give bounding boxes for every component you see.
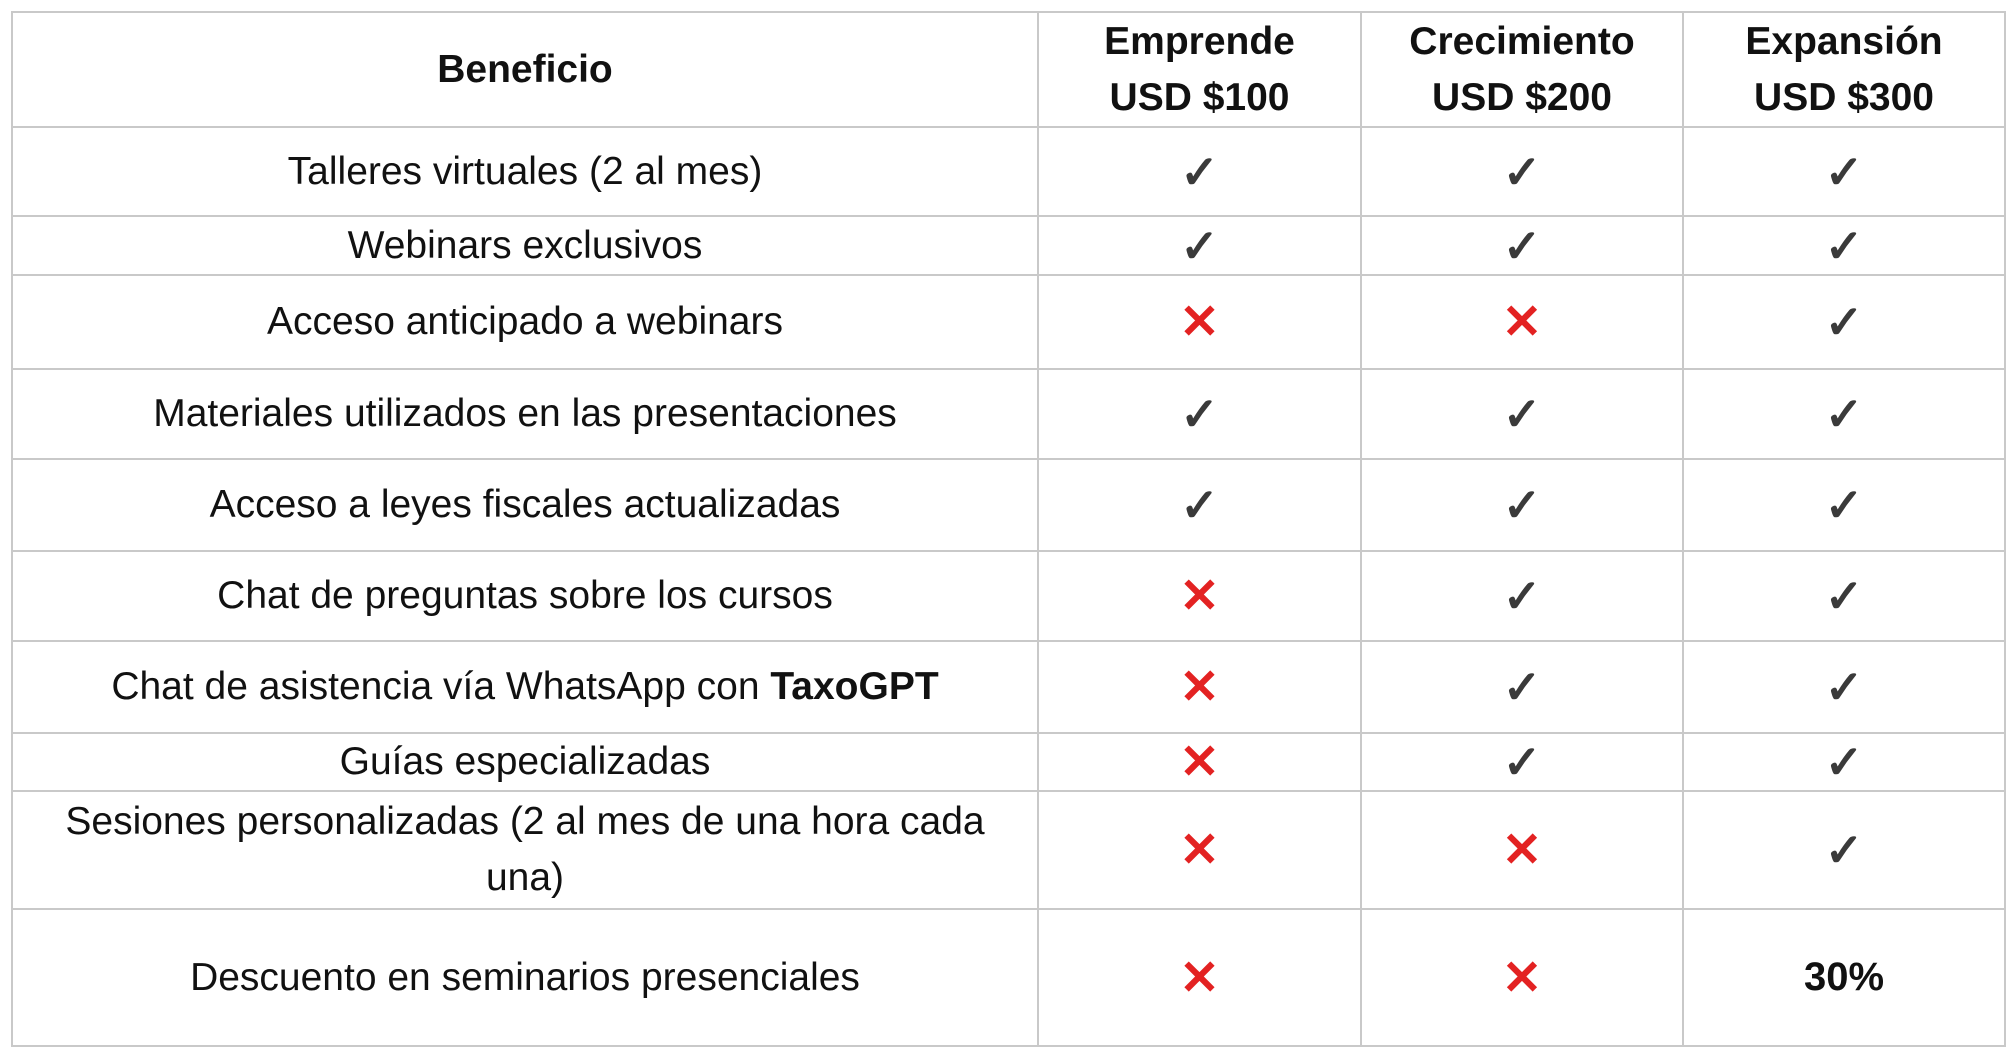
check-icon: ✓ (1824, 570, 1864, 622)
benefit-text: Chat de asistencia vía WhatsApp con (111, 665, 771, 708)
plan-cell (1038, 641, 1361, 733)
plans-comparison-table (11, 11, 2006, 1047)
plan-cell (1361, 369, 1683, 459)
table-row (12, 641, 2005, 733)
check-icon: ✓ (1180, 145, 1219, 198)
plan-cell (1361, 791, 1683, 909)
plan-cell (1361, 641, 1683, 733)
plan-cell (1361, 909, 1683, 1046)
benefit-text: Sesiones personalizadas (2 al mes de una hora cada una) (65, 800, 985, 899)
benefit-cell (12, 641, 1038, 733)
table-row (12, 216, 2005, 275)
plan-cell (1683, 733, 2005, 791)
check-icon: ✓ (1180, 388, 1219, 440)
check-icon: ✓ (1502, 570, 1542, 622)
benefit-cell (12, 275, 1038, 369)
plan-name: Crecimiento (1409, 19, 1635, 63)
check-icon: ✓ (1824, 145, 1864, 198)
plan-header-crecimiento (1361, 12, 1683, 127)
cross-icon: ✕ (1501, 296, 1543, 349)
check-icon: ✓ (1502, 219, 1542, 272)
check-icon: ✓ (1824, 296, 1864, 348)
plan-cell (1361, 551, 1683, 641)
check-icon: ✓ (1824, 736, 1864, 788)
check-icon: ✓ (1502, 479, 1542, 531)
plan-cell (1038, 216, 1361, 275)
check-icon: ✓ (1824, 661, 1864, 713)
plan-name: Emprende (1104, 19, 1295, 63)
plan-cell (1683, 551, 2005, 641)
table-row (12, 127, 2005, 216)
cross-icon: ✕ (1179, 570, 1220, 623)
table-row (12, 275, 2005, 369)
plan-cell (1038, 733, 1361, 791)
plan-cell (1038, 551, 1361, 641)
check-icon: ✓ (1824, 388, 1864, 440)
benefit-text: Acceso a leyes fiscales actualizadas (209, 483, 841, 526)
cross-icon: ✕ (1179, 736, 1220, 789)
table-row (12, 551, 2005, 641)
benefit-cell (12, 791, 1038, 909)
plan-cell (1683, 275, 2005, 369)
table-row (12, 791, 2005, 909)
plan-name: Expansión (1745, 19, 1943, 63)
plan-price: USD $300 (1754, 75, 1934, 119)
table-row (12, 459, 2005, 551)
plan-cell (1038, 127, 1361, 216)
benefit-cell (12, 127, 1038, 216)
table-row (12, 909, 2005, 1046)
plan-cell (1361, 127, 1683, 216)
plan-cell (1038, 791, 1361, 909)
check-icon: ✓ (1502, 145, 1542, 198)
cross-icon: ✕ (1501, 824, 1543, 877)
check-icon: ✓ (1824, 824, 1864, 876)
table-row (12, 733, 2005, 791)
check-icon: ✓ (1824, 219, 1864, 272)
check-icon: ✓ (1180, 479, 1219, 531)
cross-icon: ✕ (1179, 296, 1220, 349)
cross-icon: ✕ (1179, 951, 1220, 1005)
plan-cell (1038, 909, 1361, 1046)
benefit-cell (12, 909, 1038, 1046)
benefit-cell (12, 216, 1038, 275)
plan-header-emprende (1038, 12, 1361, 127)
check-icon: ✓ (1502, 736, 1542, 788)
plan-header-expansion (1683, 12, 2005, 127)
benefit-cell (12, 369, 1038, 459)
benefit-text: Acceso anticipado a webinars (267, 300, 783, 343)
plan-cell (1683, 127, 2005, 216)
plan-cell (1038, 459, 1361, 551)
benefit-cell (12, 551, 1038, 641)
check-icon: ✓ (1502, 388, 1542, 440)
benefit-column-header: Beneficio (12, 12, 1038, 127)
plan-price: USD $100 (1109, 75, 1290, 119)
plan-cell (1038, 275, 1361, 369)
table-body (12, 127, 2005, 1046)
benefit-text-bold: TaxoGPT (770, 665, 939, 708)
plan-cell (1683, 791, 2005, 909)
benefit-text: Guías especializadas (339, 740, 711, 783)
benefit-text: Talleres virtuales (2 al mes) (287, 149, 763, 193)
plan-cell (1361, 459, 1683, 551)
header-row (12, 12, 2005, 127)
plan-cell (1683, 909, 2005, 1046)
check-icon: ✓ (1502, 661, 1542, 713)
benefit-text: Materiales utilizados en las presentaciones (153, 392, 897, 435)
benefit-text: Chat de preguntas sobre los cursos (217, 574, 833, 617)
plan-cell (1361, 733, 1683, 791)
plan-cell (1683, 369, 2005, 459)
plan-cell (1361, 216, 1683, 275)
check-icon: ✓ (1824, 479, 1864, 531)
benefit-cell (12, 459, 1038, 551)
plan-cell (1683, 459, 2005, 551)
check-icon: ✓ (1180, 219, 1219, 272)
cross-icon: ✕ (1501, 951, 1543, 1005)
discount-value: 30% (1803, 955, 1885, 999)
cross-icon: ✕ (1179, 824, 1220, 877)
plan-cell (1683, 641, 2005, 733)
benefit-cell (12, 733, 1038, 791)
benefit-text: Descuento en seminarios presenciales (190, 955, 860, 999)
plan-cell (1361, 275, 1683, 369)
plan-cell (1038, 369, 1361, 459)
cross-icon: ✕ (1179, 661, 1220, 714)
plan-cell (1683, 216, 2005, 275)
table-row (12, 369, 2005, 459)
benefit-text: Webinars exclusivos (347, 223, 703, 267)
plan-price: USD $200 (1432, 75, 1612, 119)
